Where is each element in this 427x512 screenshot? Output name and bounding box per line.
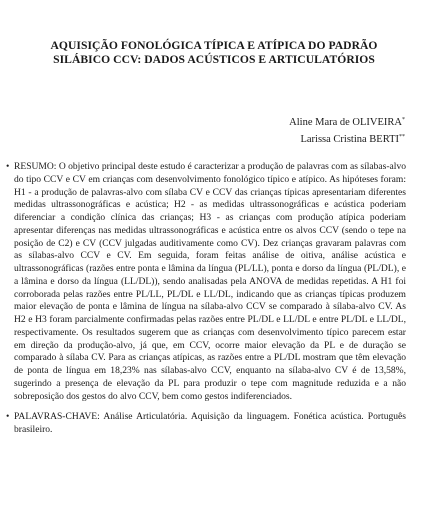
- author-2-name: Larissa Cristina BERTI: [300, 134, 399, 145]
- author-2-footnote-mark: **: [399, 134, 405, 140]
- abstract-section: [6, 161, 406, 437]
- article-title: [14, 39, 414, 67]
- keywords-paragraph: [6, 411, 406, 437]
- abstract-bullet: •: [6, 161, 10, 172]
- author-1: [289, 113, 405, 130]
- title-line-1: AQUISIÇÃO FONOLÓGICA TÍPICA E ATÍPICA DO PADRÃO: [50, 39, 378, 52]
- author-1-name: Aline Mara de OLIVEIRA: [289, 117, 402, 128]
- author-list: [289, 113, 405, 147]
- abstract-paragraph: [6, 161, 406, 403]
- author-2: [289, 130, 405, 147]
- keywords-bullet: •: [6, 411, 10, 423]
- author-1-footnote-mark: *: [402, 117, 405, 123]
- keywords-text: PALAVRAS-CHAVE: Análise Articulatória. Aquisição da linguagem. Fonética acústica. Português brasileiro.: [14, 411, 406, 435]
- abstract-text: RESUMO: O objetivo principal deste estudo é caracterizar a produção de palavras com as sílabas-alvo do tipo CCV e CV em crianças com desenvolvimento fonológico típico e atípico. As hipóteses foram: H1 - a produção de palavras-alvo com sílaba CV e CCV das crianças típicas apresentariam diferentes medidas ultrassonográficas e acústica; H2 - as medidas ultrassonográficas e acústica poderiam diferenciar a condição clínica das crianças; H3 - as crianças com produção atípica poderiam apresentar diferenças nas medidas ultrassonográficas e acústica entre os alvos CCV (sendo o tepe na posição de C2) e CV (CCV julgadas auditivamente como CV). Dez crianças gravaram palavras com as sílabas-alvo CCV e CV. Em seguida, foram feitas análise de oitiva, análise acústica e ultrassonográficas (razões entre ponta e lâmina da língua (PL/LL), ponta e dorso da língua (PL/DL), e a lâmina e dorso da língua (LL/DL)), sendo analisadas pela ANOVA de medidas repetidas. A H1 foi corroborada pelas razões entre PL/LL, PL/DL e LL/DL, indicando que as crianças típicas produzem maior elevação de ponta e lâmina de língua na sílaba-alvo CCV se comparado à sílaba-alvo CV. As H2 e H3 foram parcialmente confirmadas pelas razões entre PL/DL e LL/DL e entre PL/DL e LL/DL, respectivamente. Os resultados sugerem que as crianças com desenvolvimento típico parecem estar em direção da produção-alvo, já que, em CCV, ocorre maior elevação da PL e de duração se comparado à sílaba CV. Para as crianças atípicas, as razões entre a PL/DL mostram que têm elevação de ponta de língua em 18,23% nas sílabas-alvo CCV, enquanto na sílaba-alvo CV é de 13,58%, sugerindo a presença de elevação da PL para produzir o tepe com magnitude reduzida e a não sobreposição dos gestos do alvo CCV, bem como gestos indiferenciados.: [14, 161, 406, 402]
- title-line-2: SILÁBICO CCV: DADOS ACÚSTICOS E ARTICULATÓRIOS: [53, 53, 375, 66]
